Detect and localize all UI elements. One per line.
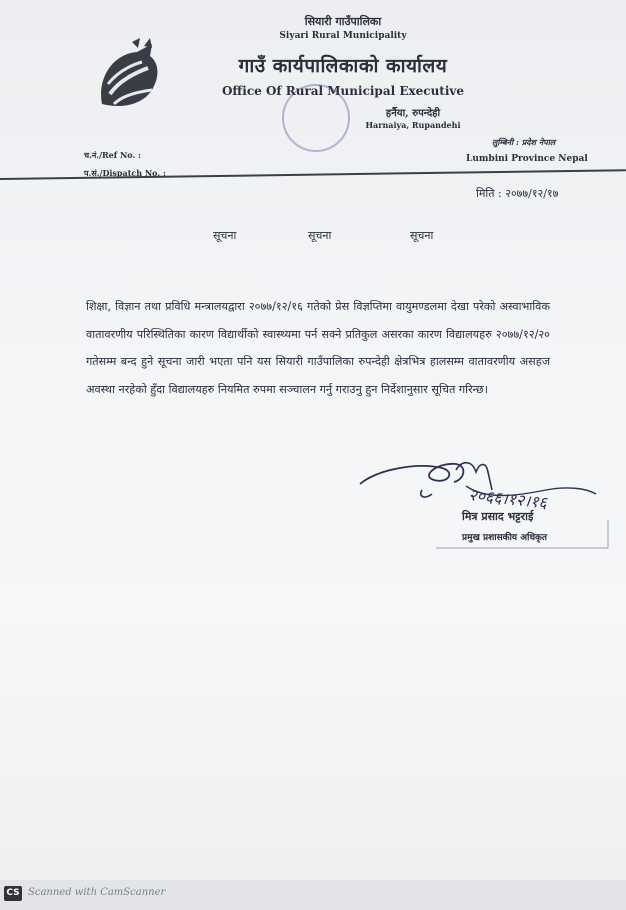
scanner-watermark: Scanned with CamScanner [28,887,166,898]
notice-heading: सूचना [410,229,434,242]
address-nepali: हर्नैया, रुपन्देही [385,108,441,119]
handwritten-signature [346,450,616,560]
document-date: मिति : २०७७/१२/१७ [476,187,559,200]
camscanner-logo: CS [4,886,22,901]
notice-body: शिक्षा, विज्ञान तथा प्रविधि मन्त्रालयद्वारा २०७७/१२/१६ गतेको प्रेस विज्ञप्तिमा वायुमण्डलमा देखा परेको अस्वाभाविक वातावरणीय परिस्थितिका कारण विद्यार्थीको स्वास्थ्यमा पर्न सक्ने प्रतिकुल असरका कारण विद्यालयहरु २०७७/१२/२० गतेसम्म बन्द हुने सूचना जारी भएता पनि यस सियारी गाउँपालिका रुपन्देही क्षेत्रभित्र हालसम्म वातावरणीय असहज अवस्था नरहेको हुँदा विद्यालयहरु नियमित रुपमा सञ्चालन गर्नु गराउनु हुन निर्देशानुसार सूचित गरिन्छ। [86,300,550,396]
office-title-english: Office Of Rural Municipal Executive [221,84,465,98]
signatory-title: प्रमुख प्रशासकीय अधिकृत [462,533,548,543]
office-title-nepali: गाउँ कार्यपालिकाको कार्यालय [238,55,448,77]
notice-heading: सूचना [308,229,332,242]
signatory-name: मित्र प्रसाद भट्टराई [462,510,534,523]
dispatch-no-label: प.सं./Dispatch No. : [84,168,166,178]
municipality-name-nepali: सियारी गाउँपालिका [304,15,382,28]
svg-text:२०६६।१२।१६: २०६६।१२।१६ [467,485,548,513]
ref-no-label: च.नं./Ref No. : [84,150,142,160]
notice-heading: सूचना [213,229,237,242]
province-nepali: लुम्बिनी : प्रदेश नेपाल [492,137,556,147]
province-english: Lumbini Province Nepal [466,154,588,164]
address-english: Harnaiya, Rupandehi [365,120,461,130]
municipality-name-english: Siyari Rural Municipality [279,31,407,41]
